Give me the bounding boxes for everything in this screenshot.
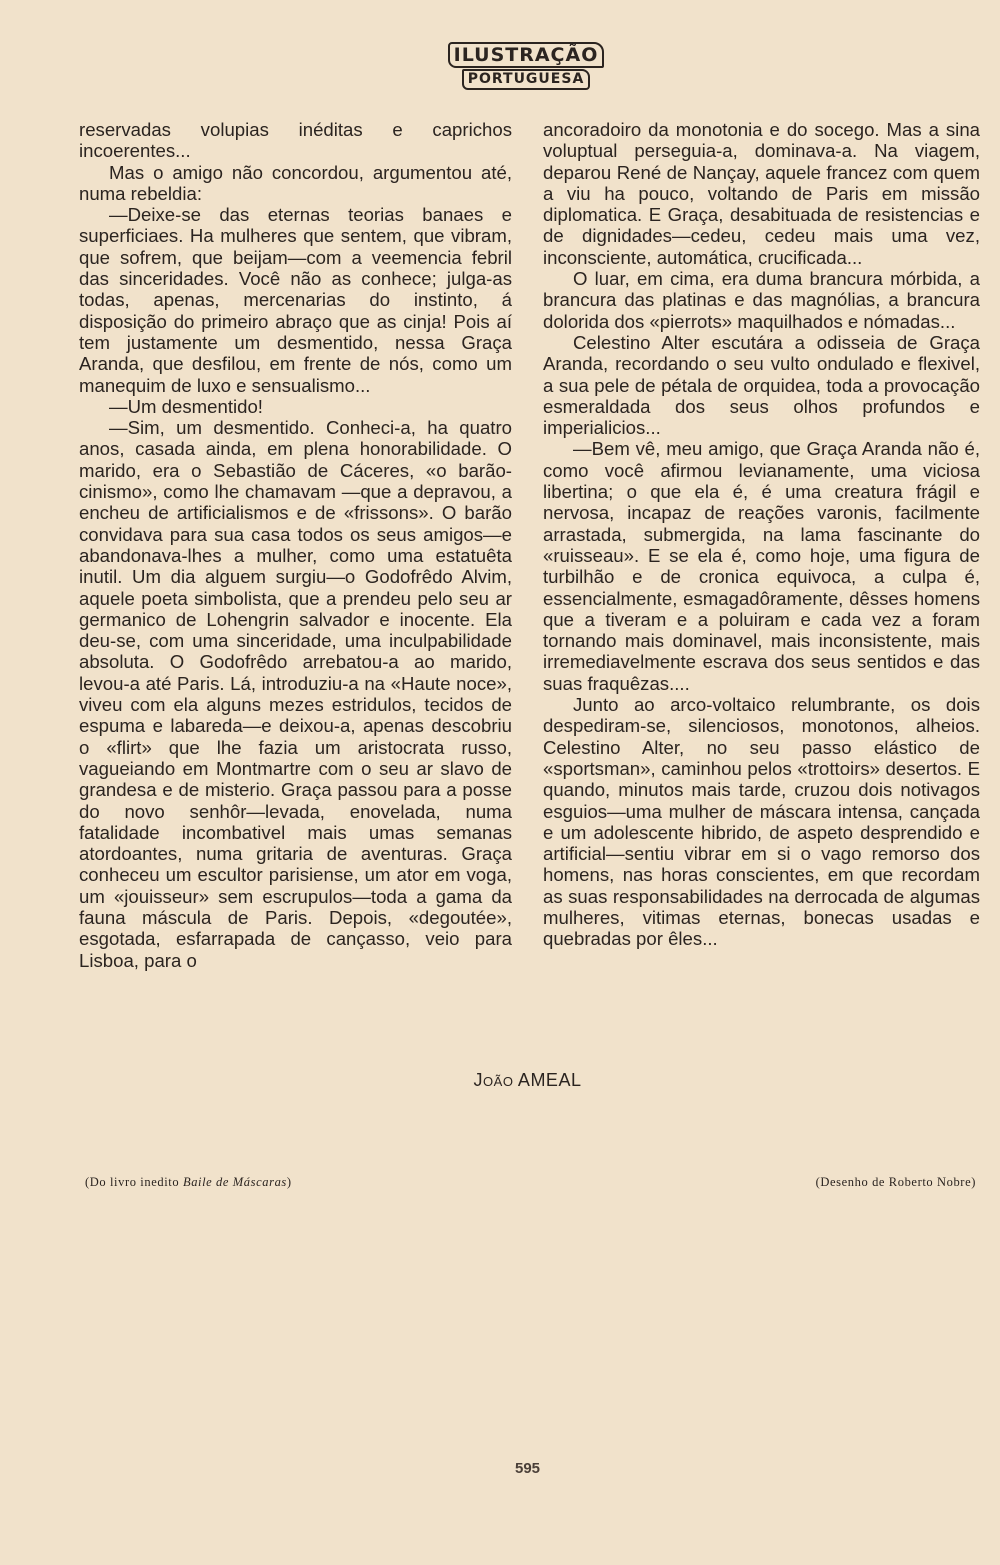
book-credit-prefix: (Do livro inedito <box>85 1175 183 1189</box>
paragraph: O luar, em cima, era duma brancura mórbida, a brancura das platinas e das magnólias, a brancura dolorida dos «pierrots» maquilhados e nómadas... <box>543 268 980 332</box>
paragraph: Celestino Alter escutára a odisseia de Graça Aranda, recordando o seu vulto ondulado e flexivel, a sua pele de pétala de orquidea, toda a provocação esmeraldada dos seus olhos profundos e imperialicios... <box>543 331 980 439</box>
paragraph: —Sim, um desmentido. Conheci-a, ha quatro anos, casada ainda, em plena honorabilidade. O marido, era o Sebastião de Cáceres, «o barão-cinismo», como lhe chamavam —que a depravou, a encheu de artificialismos e de «frissons». O barão convidava para sua casa todos os seus amigos—e abandonava-lhes a mulher, como uma estatuêta inutil. Um dia alguem surgiu—o Godofrêdo Alvim, aquele poeta simbolista, que a prendeu pelo seu ar germanico de Lohengrin salvador e inocente. Ela deu-se, com uma sinceridade, uma inculpabilidade absoluta. O Godofrêdo arrebatou-a ao marido, levou-a até Paris. Lá, introduziu-a na «Haute noce», viveu com ela alguns mezes estridulos, tecidos de espuma e labareda—e deixou-a, apenas descobriu o «flirt» que lhe fazia um aristocrata russo, vagueiando em Montmartre com o seu ar slavo de grandesa e de misterio. Graça passou para a posse do novo senhôr—levada, enovelada, numa fatalidade incombativel mais umas semanas atordoantes, numa gritaria de aventuras. Graça conheceu um escultor parisiense, um ator em voga, um «jouisseur» sem escrupulos—toda a gama da fauna máscula de Paris. Depois, «degoutée», esgotada, esfarrapada de cançasso, veio para Lisboa, para o <box>79 417 512 971</box>
paragraph: ancoradoiro da monotonia e do socego. Mas a sina voluptual perseguia-a, dominava-a. Na viagem, deparou René de Nançay, aquele francez com quem a viu ha pouco, voltando de Paris em missão diplomatica. E Graça, desabituada de resistencias e de dignidades—cedeu, cedeu mais uma vez, inconsciente, automática, crucificada... <box>543 119 980 268</box>
paragraph: —Um desmentido! <box>109 395 263 417</box>
masthead-line-2: PORTUGUESA <box>462 69 591 90</box>
paragraph: —Bem vê, meu amigo, que Graça Aranda não é, como você afirmou levianamente, uma viciosa libertina; o que ela é, é uma creatura frágil e nervosa, incapaz de reações varonis, facilmente arrastada, submergida, na lama fascinante do «ruisseau». E se ela é, como hoje, uma figura de turbilhão e de cronica equivoca, a culpa é, essencialmente, esmagadôramente, dêsses homens que a tiveram e a poluiram e cada vez a foram tornando mais dominavel, mais inconsistente, mais irremediavelmente escrava dos seus sentidos e das suas fraquêzas.... <box>543 438 980 694</box>
masthead-logo <box>453 40 599 92</box>
paragraph: —Deixe-se das eternas teorias banaes e superficiaes. Ha mulheres que sentem, que vibram, que sofrem, que beijam—com a veemencia febril das sinceridades. Você não as conhece; julga-as todas, apenas, mercenarias do instinto, á disposição do primeiro abraço que as cinja! Pois aí tem justamente um desmentido, nessa Graça Aranda, que desfilou, em frente de nós, como um manequim de luxo e sensualismo... <box>79 204 512 396</box>
book-credit-suffix: ) <box>286 1175 292 1189</box>
drawing-credit: (Desenho de Roberto Nobre) <box>815 1175 976 1189</box>
page-number: 595 <box>514 1460 541 1477</box>
author-signature: João AMEAL <box>473 1070 582 1090</box>
paragraph: Junto ao arco-voltaico relumbrante, os dois despediram-se, silenciosos, monotonos, alheios. Celestino Alter, no seu passo elástico de «sportsman», caminhou pelos «trottoirs» desertos. E quando, minutos mais tarde, cruzou dois notivagos esguios—uma mulher de máscara intensa, cançada e um adolescente hibrido, de aspeto desprendido e artificial—sentiu vibrar em si o vago remorso dos homens, nas horas conscientes, em que recordam as suas responsabilidades na derrocada de algumas mulheres, vitimas eternas, bonecas usadas e quebradas por êles... <box>543 694 980 950</box>
paragraph: Mas o amigo não concordou, argumentou até, numa rebeldia: <box>79 161 512 204</box>
book-title: Baile de Máscaras <box>182 1175 287 1189</box>
left-column <box>79 119 512 971</box>
masthead-line-1: ILUSTRAÇÃO <box>448 42 605 68</box>
paragraph: reservadas volupias inéditas e caprichos incoerentes... <box>79 119 512 162</box>
right-column <box>543 119 980 950</box>
book-credit <box>85 1175 292 1190</box>
